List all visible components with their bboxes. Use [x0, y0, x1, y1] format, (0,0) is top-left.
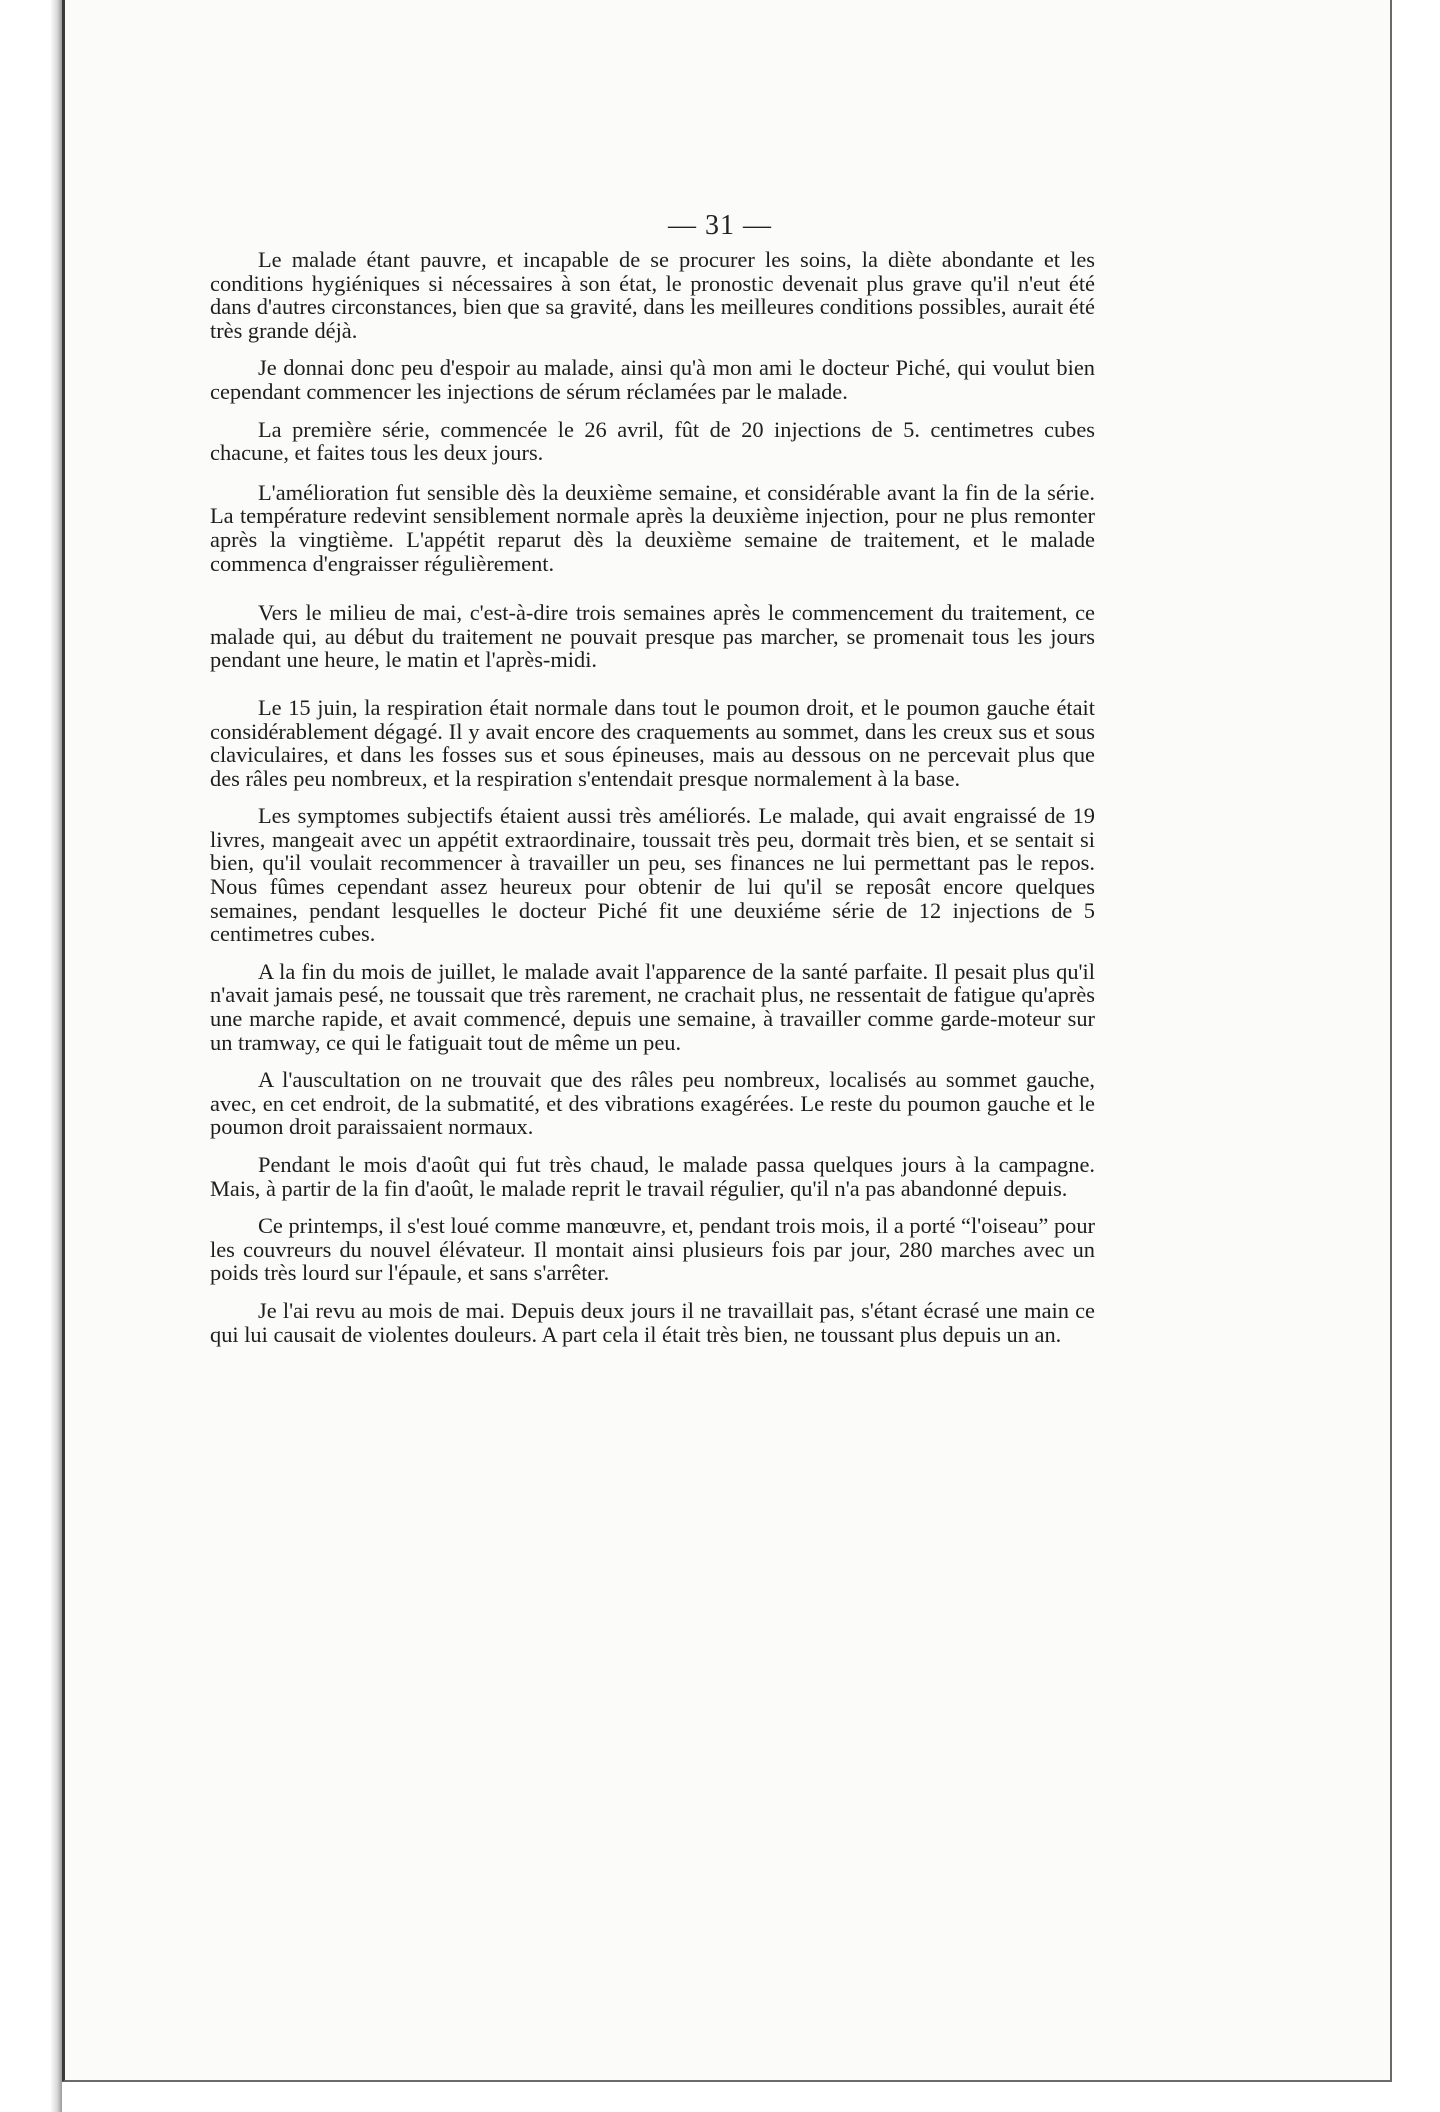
body-text [210, 248, 1095, 1360]
paragraph: Vers le milieu de mai, c'est-à-dire trois semaines après le commencement du traitement, ce malade qui, au début du traitement ne pouvait presque pas marcher, se promenait tous les jours pendant une heure, le matin et l'après-midi. [210, 600, 1095, 673]
paragraph: Les symptomes subjectifs étaient aussi très améliorés. Le malade, qui avait engraissé de 19 livres, mangeait avec un appétit extraordinaire, toussait très peu, dormait très bien, et se sentait si bien, qu'il voulait recommencer à travailler un peu, ses finances ne lui permettant pas le repos. Nous fûmes cependant assez heureux pour obtenir de lui qu'il se reposât encore quelques semaines, pendant lesquelles le docteur Piché fit une deuxiéme série de 12 injections de 5 centimetres cubes. [210, 803, 1095, 947]
paragraph: Le 15 juin, la respiration était normale dans tout le poumon droit, et le poumon gauche était considérablement dégagé. Il y avait encore des craquements au sommet, dans les creux sus et sous claviculaires, et dans les fosses sus et sous épineuses, mais au dessous on ne percevait plus que des râles peu nombreux, et la respiration s'entendait presque normalement à la base. [210, 694, 1095, 791]
paragraph: Le malade étant pauvre, et incapable de se procurer les soins, la diète abondante et les conditions hygiéniques si nécessaires à son état, le pronostic devenait plus grave qu'il n'eut été dans d'autres circonstances, bien que sa gravité, dans les meilleures conditions possibles, aurait été très grande déjà. [210, 247, 1095, 343]
paragraph: Je l'ai revu au mois de mai. Depuis deux jours il ne travaillait pas, s'étant écrasé une main ce qui lui causait de violentes douleurs. A part cela il était très bien, ne toussant plus depuis un an. [210, 1297, 1095, 1347]
paragraph: A la fin du mois de juillet, le malade avait l'apparence de la santé parfaite. Il pesait plus qu'il n'avait jamais pesé, ne toussait que très rarement, ne crachait plus, ne ressentait de fatigue qu'après une marche rapide, et avait commencé, depuis une semaine, à travailler comme garde-moteur sur un tramway, ce qui le fatiguait tout de même un peu. [210, 958, 1095, 1055]
paragraph: Pendant le mois d'août qui fut très chaud, le malade passa quelques jours à la campagne. Mais, à partir de la fin d'août, le malade reprit le travail régulier, qu'il n'a pas abandonné depuis. [210, 1152, 1095, 1201]
paragraph: Ce printemps, il s'est loué comme manœuvre, et, pendant trois mois, il a porté “l'oiseau” pour les couvreurs du nouvel élévateur. Il montait ainsi plusieurs fois par jour, 280 marches avec un poids très lourd sur l'épaule, et sans s'arrêter. [210, 1213, 1095, 1286]
paragraph: L'amélioration fut sensible dès la deuxième semaine, et considérable avant la fin de la série. La température redevint sensiblement normale après la deuxième injection, pour ne plus remonter après la vingtième. L'appétit reparut dès la deuxième semaine de traitement, et le malade commenca d'engraisser régulièrement. [210, 479, 1095, 576]
page-number: — 31 — [668, 210, 772, 241]
binding-shadow [50, 0, 62, 2112]
paragraph: Je donnai donc peu d'espoir au malade, ainsi qu'à mon ami le docteur Piché, qui voulut bien cependant commencer les injections de sérum réclamées par le malade. [210, 355, 1095, 404]
paragraph: La première série, commencée le 26 avril, fût de 20 injections de 5. centimetres cubes chacune, et faites tous les deux jours. [210, 416, 1095, 466]
paragraph: A l'auscultation on ne trouvait que des râles peu nombreux, localisés au sommet gauche, avec, en cet endroit, de la submatité, et des vibrations exagérées. Le reste du poumon gauche et le poumon droit paraissaient normaux. [210, 1067, 1095, 1140]
